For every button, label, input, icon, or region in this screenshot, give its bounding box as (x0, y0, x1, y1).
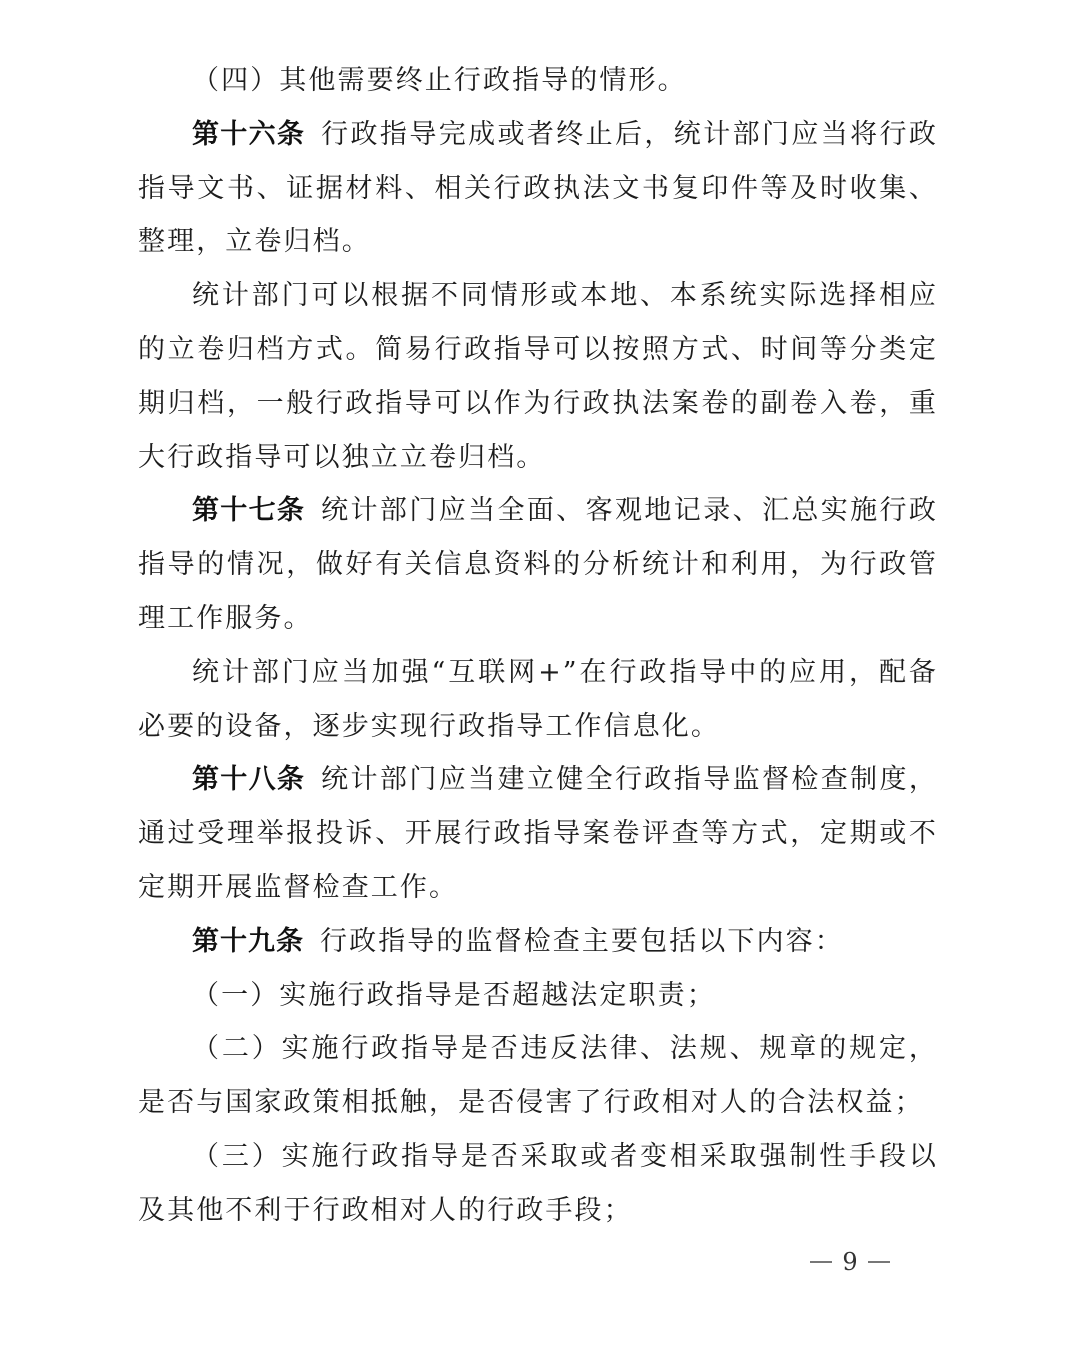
paragraph-text: 统计部门应当全面、客观地记录、汇总实施行政指导的情况，做好有关信息资料的分析统计和利用，为行政管理工作服务。 (138, 495, 938, 634)
page-number (790, 1245, 910, 1279)
article-number: 第十八条 (192, 764, 306, 796)
document-body (138, 54, 938, 1238)
paragraph (138, 269, 938, 484)
list-item (138, 969, 938, 1023)
list-item (138, 1022, 938, 1130)
paragraph-text: （一）实施行政指导是否超越法定职责； (192, 979, 716, 1011)
paragraph-text: （二）实施行政指导是否违反法律、法规、规章的规定，是否与国家政策相抵触，是否侵害了行政相对人的合法权益； (138, 1033, 938, 1119)
paragraph-text: 行政指导完成或者终止后，统计部门应当将行政指导文书、证据材料、相关行政执法文书复印件等及时收集、整理，立卷归档。 (138, 118, 938, 258)
article-19-paragraph (138, 915, 938, 969)
paragraph-text: 统计部门应当加强“互联网+”在行政指导中的应用，配备必要的设备，逐步实现行政指导工作信息化。 (138, 656, 938, 742)
paragraph-text: （三）实施行政指导是否采取或者变相采取强制性手段以及其他不利于行政相对人的行政手段； (138, 1140, 938, 1226)
page-number-text: 9 (842, 1248, 858, 1276)
list-item (138, 1130, 938, 1238)
paragraph-text: （四）其他需要终止行政指导的情形。 (192, 65, 687, 96)
paragraph-text: 统计部门可以根据不同情形或本地、本系统实际选择相应的立卷归档方式。简易行政指导可以按照方式、时间等分类定期归档，一般行政指导可以作为行政执法案卷的副卷入卷，重大行政指导可以独立立卷归档。 (138, 280, 938, 473)
paragraph-text: 统计部门应当建立健全行政指导监督检查制度，通过受理举报投诉、开展行政指导案卷评查等方式，定期或不定期开展监督检查工作。 (138, 764, 938, 903)
article-16-paragraph (138, 108, 938, 269)
article-number: 第十七条 (192, 495, 306, 527)
dash-left (810, 1261, 832, 1263)
article-17-paragraph (138, 484, 938, 645)
article-number: 第十六条 (192, 118, 306, 150)
paragraph (138, 54, 938, 108)
paragraph (138, 646, 938, 754)
paragraph-text: 行政指导的监督检查主要包括以下内容： (320, 925, 844, 957)
article-18-paragraph (138, 753, 938, 914)
article-number: 第十九条 (192, 925, 304, 957)
dash-right (868, 1261, 890, 1263)
